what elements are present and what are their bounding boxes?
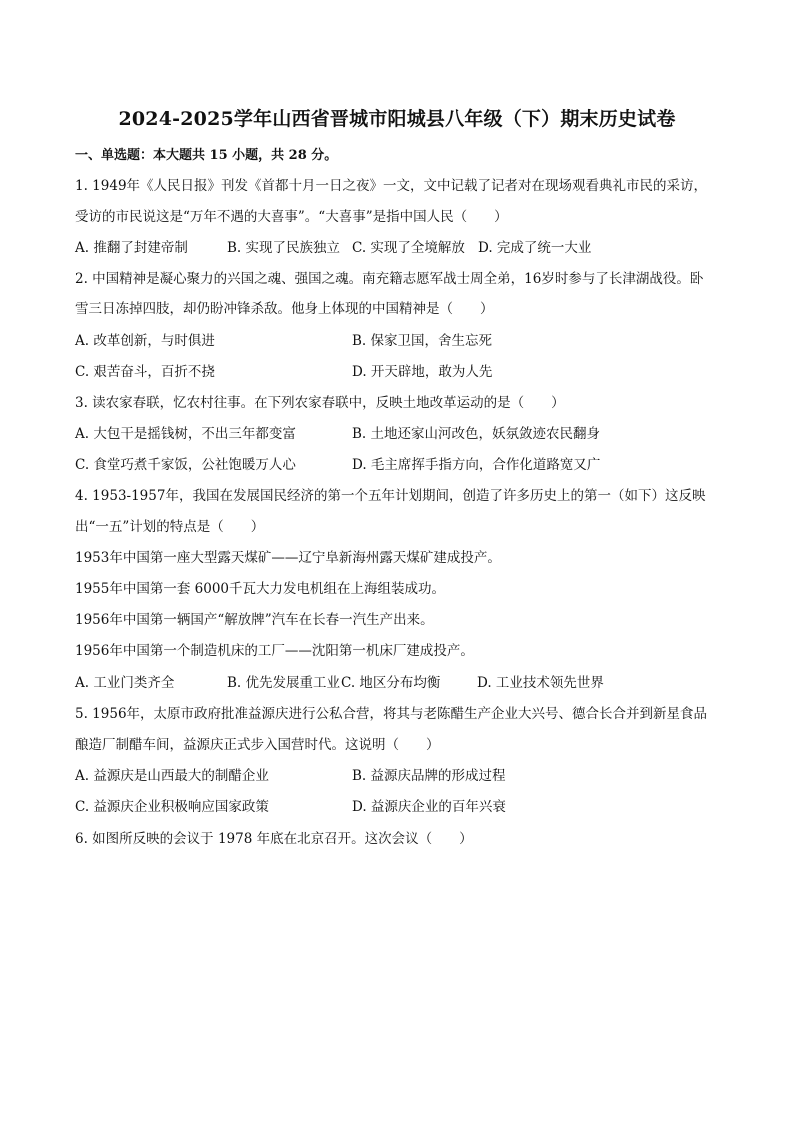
question-5-line-2: 酿造厂制醋车间，益源庆正式步入国营时代。这说明（ ） (75, 737, 440, 753)
question-5-line-1: 5. 1956年，太原市政府批准益源庆进行公私合营，将其与老陈醋生产企业大兴号、德合长合并到新星食品 (75, 706, 708, 722)
question-3-option-d: D. 毛主席挥手指方向，合作化道路宽又广 (352, 457, 601, 473)
question-1-line-2: 受访的市民说这是“万年不遇的大喜事”。“大喜事”是指中国人民（ ） (75, 209, 508, 225)
question-5-option-a: A. 益源庆是山西最大的制醋企业 (75, 768, 269, 784)
question-6-line-1: 6. 如图所反映的会议于 1978 年底在北京召开。这次会议（ ） (75, 831, 473, 847)
question-4-option-b: B. 优先发展重工业 (227, 675, 341, 691)
section-heading-single-choice: 一、单选题：本大题共 15 小题，共 28 分。 (75, 148, 338, 163)
question-1-line-1: 1. 1949年《人民日报》刊发《首都十月一日之夜》一文，文中记载了记者对在现场观看典礼市民的采访， (75, 178, 708, 194)
question-3-option-b: B. 土地还家山河改色，妖氛敛迹农民翻身 (352, 426, 601, 442)
question-4-option-d: D. 工业技术领先世界 (477, 675, 604, 691)
question-4-fact-3: 1956年中国第一辆国产“解放牌”汽车在长春一汽生产出来。 (75, 612, 434, 628)
question-3-line-1: 3. 读农家春联，忆农村往事。在下列农家春联中，反映土地改革运动的是（ ） (75, 395, 565, 411)
question-2-line-1: 2. 中国精神是凝心聚力的兴国之魂、强国之魂。南充籍志愿军战士周全弟，16岁时参与了长津湖战役。卧 (75, 271, 704, 287)
question-2-line-2: 雪三日冻掉四肢，却仍盼冲锋杀敌。他身上体现的中国精神是（ ） (75, 301, 494, 317)
question-2-option-c: C. 艰苦奋斗，百折不挠 (75, 364, 215, 380)
question-4-option-a: A. 工业门类齐全 (75, 675, 175, 691)
question-1-option-c: C. 实现了全境解放 (352, 240, 465, 256)
question-4-fact-1: 1953年中国第一座大型露天煤矿——辽宁阜新海州露天煤矿建成投产。 (75, 550, 501, 566)
question-2-option-a: A. 改革创新，与时俱进 (75, 333, 215, 349)
question-3-option-c: C. 食堂巧煮千家饭，公社饱暖万人心 (75, 457, 296, 473)
question-4-fact-4: 1956年中国第一个制造机床的工厂——沈阳第一机床厂建成投产。 (75, 643, 474, 659)
question-1-option-b: B. 实现了民族独立 (227, 240, 341, 256)
question-1-option-d: D. 完成了统一大业 (478, 240, 592, 256)
question-3-option-a: A. 大包干是摇钱树，不出三年都变富 (75, 426, 296, 442)
question-2-option-d: D. 开天辟地，敢为人先 (352, 364, 493, 380)
question-1-option-a: A. 推翻了封建帝制 (75, 240, 188, 256)
question-5-option-c: C. 益源庆企业积极响应国家政策 (75, 799, 269, 815)
question-2-option-b: B. 保家卫国，舍生忘死 (352, 333, 493, 349)
question-5-option-d: D. 益源庆企业的百年兴衰 (352, 799, 506, 815)
question-5-option-b: B. 益源庆品牌的形成过程 (352, 768, 506, 784)
question-4-fact-2: 1955年中国第一套 6000千瓦大力发电机组在上海组装成功。 (75, 581, 446, 597)
exam-title: 2024-2025学年山西省晋城市阳城县八年级（下）期末历史试卷 (118, 108, 676, 130)
question-4-line-2: 出“一五”计划的特点是（ ） (75, 519, 265, 535)
question-4-option-c: C. 地区分布均衡 (341, 675, 441, 691)
question-4-line-1: 4. 1953-1957年，我国在发展国民经济的第一个五年计划期间，创造了许多历史上的第一（如下）这反映 (75, 488, 706, 504)
